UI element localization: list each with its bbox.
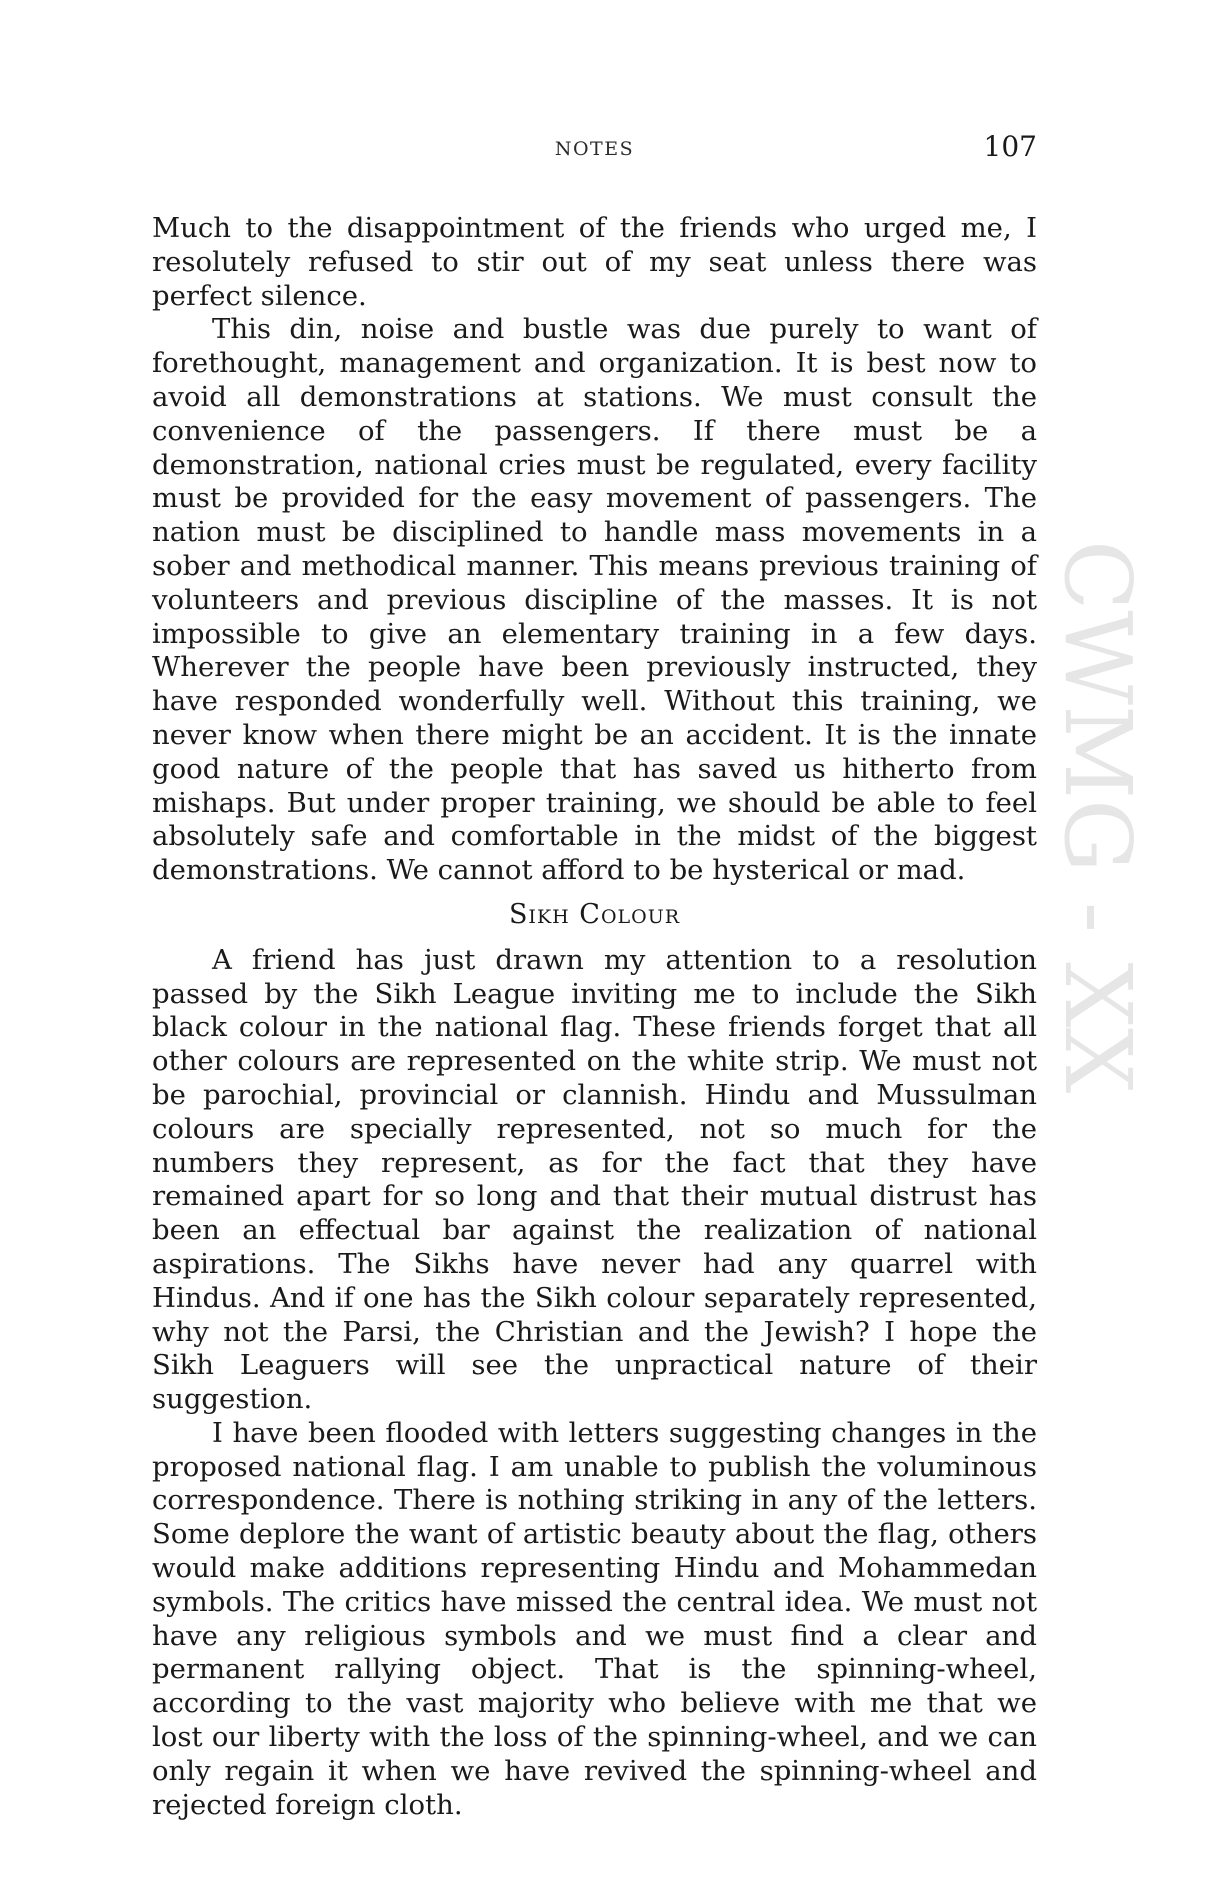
page-number: 107 bbox=[983, 130, 1037, 163]
paragraph-demonstrations: This din, noise and bustle was due purely to want of forethought, management and organization. It is best now to avoid all demonstrations at stations. We must consult the convenience of the passengers. If there must be a demonstration, national cries must be regulated, every facility must be provided for the easy movement of passengers. The nation must be disciplined to handle mass movements in a sober and methodical manner. This means previous training of volunteers and previous discipline of the masses. It is not impossible to give an elementary training in a few days. Wherever the people have been previously instructed, they have responded wonderfully well. Without this training, we never know when there might be an accident. It is the innate good nature of the people that has saved us hitherto from mishaps. But under proper training, we should be able to feel absolutely safe and comfortable in the midst of the biggest demonstrations. We cannot afford to be hysterical or mad. bbox=[152, 313, 1037, 887]
paragraph-continuation: Much to the disappointment of the friends who urged me, I resolutely refused to stir out of my seat unless there was perfect silence. bbox=[152, 212, 1037, 312]
body-text bbox=[152, 212, 1037, 1822]
paragraph-national-flag-letters: I have been flooded with letters suggesting changes in the proposed national flag. I am unable to publish the voluminous correspondence. There is nothing striking in any of the letters. Some deplore the want of artistic beauty about the flag, others would make additions representing Hindu and Mohammedan symbols. The critics have missed the central idea. We must not have any religious symbols and we must find a clear and permanent rallying object. That is the spinning-wheel, according to the vast majority who believe with me that we lost our liberty with the loss of the spinning-wheel, and we can only regain it when we have revived the spinning-wheel and rejected foreign cloth. bbox=[152, 1416, 1037, 1821]
paragraph-sikh-league: A friend has just drawn my attention to a resolution passed by the Sikh League inviting me to include the Sikh black colour in the national flag. These friends forget that all other colours are represented on the white strip. We must not be parochial, provincial or clannish. Hindu and Mussulman colours are specially represented, not so much for the numbers they represent, as for the fact that they have remained apart for so long and that their mutual distrust has been an effectual bar against the realization of national aspirations. The Sikhs have never had any quarrel with Hindus. And if one has the Sikh colour separately represented, why not the Parsi, the Christian and the Jewish? I hope the Sikh Leaguers will see the unpractical nature of their suggestion. bbox=[152, 943, 1037, 1416]
running-head: NOTES bbox=[554, 138, 635, 160]
section-heading-sikh-colour: Sikh Colour bbox=[508, 898, 681, 930]
cwmg-watermark: CWMG - XX bbox=[1044, 540, 1151, 1094]
page-header bbox=[152, 130, 1037, 166]
